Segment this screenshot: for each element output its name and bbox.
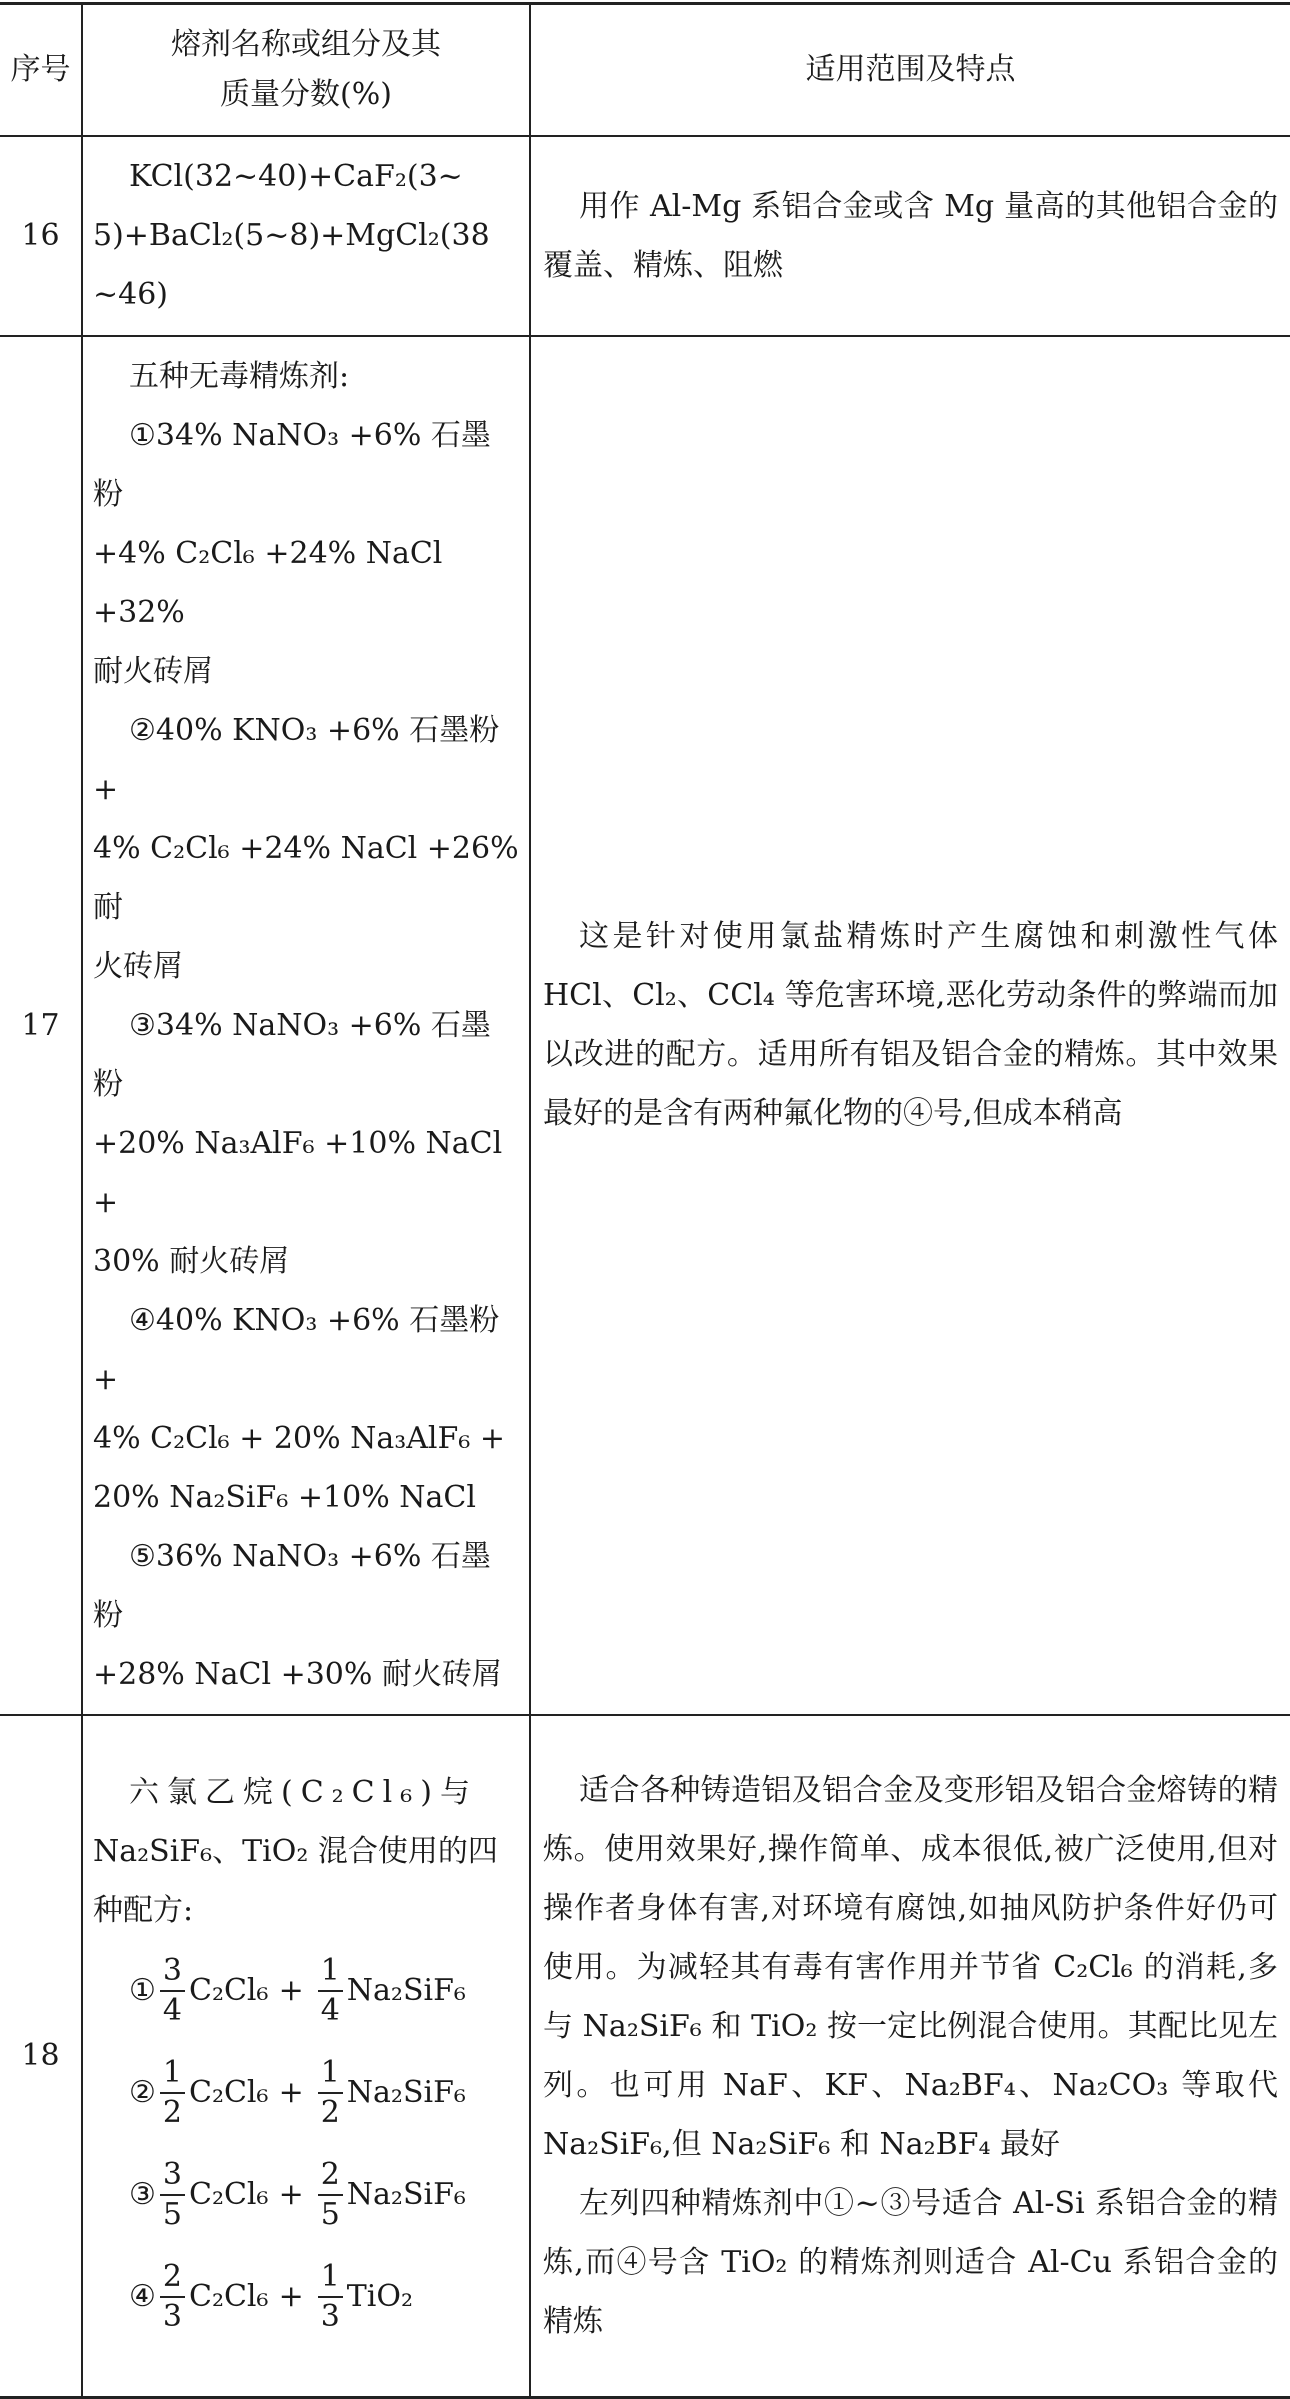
formula-term: C₂Cl₆	[189, 2075, 269, 2111]
fraction-numerator: 3	[160, 2160, 185, 2196]
composition-line: ⑤36% NaNO₃ +6% 石墨粉	[93, 1538, 491, 1633]
header-composition-line1: 熔剂名称或组分及其	[171, 26, 441, 62]
fraction-numerator: 1	[318, 2058, 343, 2094]
fraction-denominator: 2	[320, 2095, 340, 2131]
table-row-17	[0, 336, 1290, 1715]
features-text: 适合各种铸造铝及铝合金及变形铝及铝合金熔铸的精炼。使用效果好,操作简单、成本很低,被广泛使用,但对操作者身体有害,对环境有腐蚀,如抽风防护条件好仍可使用。为减轻其有毒有害作用并节省 C₂Cl₆ 的消耗,多与 Na₂SiF₆ 和 TiO₂ 按一定比例混合使用。其配比见左列。也可用 NaF、KF、Na₂BF₄、Na₂CO₃ 等取代 Na₂SiF₆,但 Na₂SiF₆ 和 Na₂BF₄ 最好	[543, 1772, 1278, 2162]
features-cell	[530, 336, 1290, 1715]
fraction-denominator: 3	[162, 2299, 182, 2335]
composition-cell	[82, 136, 530, 336]
formula-operator: +	[278, 2279, 304, 2315]
fraction	[318, 2157, 343, 2233]
formula-term: TiO₂	[346, 2279, 414, 2315]
fraction	[318, 1953, 343, 2029]
features-cell	[530, 136, 1290, 336]
fraction-numerator: 1	[318, 2262, 343, 2298]
formula-2	[93, 2042, 519, 2144]
fraction-numerator: 2	[160, 2262, 185, 2298]
fraction-denominator: 2	[162, 2095, 182, 2131]
formula-mark: ③	[129, 2177, 156, 2213]
row-number: 18	[0, 1715, 82, 2398]
features-text: 左列四种精炼剂中①~③号适合 Al-Si 系铝合金的精炼,而④号含 TiO₂ 的精炼剂则适合 Al-Cu 系铝合金的精炼	[543, 2185, 1278, 2339]
composition-line: 20% Na₂SiF₆ +10% NaCl	[93, 1479, 476, 1515]
fraction	[160, 1953, 185, 2029]
row-number: 17	[0, 336, 82, 1715]
composition-line: 4% C₂Cl₆ + 20% Na₃AlF₆ +	[93, 1420, 506, 1456]
formula-3	[93, 2144, 519, 2246]
formula-mark: ①	[129, 1973, 156, 2009]
fraction-denominator: 4	[320, 1993, 340, 2029]
composition-line: ~46)	[93, 277, 169, 312]
fraction	[160, 2055, 185, 2131]
composition-line: 30% 耐火砖屑	[93, 1243, 290, 1279]
formula-term: Na₂SiF₆	[346, 2075, 466, 2111]
composition-cell	[82, 1715, 530, 2398]
fraction-numerator: 1	[318, 1956, 343, 1992]
formula-mark: ②	[129, 2075, 156, 2111]
composition-line: 5)+BaCl₂(5~8)+MgCl₂(38	[93, 218, 490, 253]
formula-operator: +	[278, 2177, 304, 2213]
composition-line: +4% C₂Cl₆ +24% NaCl +32%	[93, 535, 443, 630]
composition-line: Na₂SiF₆、TiO₂ 混合使用的四	[93, 1834, 498, 1870]
composition-line: 五种无毒精炼剂:	[129, 358, 350, 394]
fraction-numerator: 1	[160, 2058, 185, 2094]
header-composition	[82, 4, 530, 136]
table-row-18	[0, 1715, 1290, 2398]
fraction-denominator: 5	[320, 2197, 340, 2233]
composition-line: 耐火砖屑	[93, 653, 213, 689]
formula-operator: +	[278, 1973, 304, 2009]
fraction-denominator: 3	[320, 2299, 340, 2335]
composition-line: ④40% KNO₃ +6% 石墨粉 +	[93, 1302, 500, 1397]
formula-4	[93, 2246, 519, 2348]
table-row-16	[0, 136, 1290, 336]
header-row	[0, 4, 1290, 136]
composition-cell	[82, 336, 530, 1715]
composition-line: ②40% KNO₃ +6% 石墨粉 +	[93, 712, 500, 807]
formula-mark: ④	[129, 2279, 156, 2315]
formula-1	[93, 1940, 519, 2042]
features-text: 用作 Al-Mg 系铝合金或含 Mg 量高的其他铝合金的覆盖、精炼、阻燃	[543, 188, 1278, 283]
formula-operator: +	[278, 2075, 304, 2111]
fraction-denominator: 4	[162, 1993, 182, 2029]
flux-table	[0, 2, 1290, 2399]
composition-line: +28% NaCl +30% 耐火砖屑	[93, 1656, 502, 1692]
fraction	[160, 2259, 185, 2335]
composition-line: ①34% NaNO₃ +6% 石墨粉	[93, 417, 491, 512]
composition-line: KCl(32~40)+CaF₂(3~	[129, 159, 463, 194]
features-cell	[530, 1715, 1290, 2398]
fraction-denominator: 5	[162, 2197, 182, 2233]
fraction	[160, 2157, 185, 2233]
header-composition-line2: 质量分数(%)	[220, 76, 392, 112]
header-features: 适用范围及特点	[530, 4, 1290, 136]
header-no: 序号	[0, 4, 82, 136]
composition-line: 4% C₂Cl₆ +24% NaCl +26% 耐	[93, 830, 519, 925]
composition-line: 六氯乙烷(C₂Cl₆)与	[129, 1775, 478, 1811]
fraction-numerator: 3	[160, 1956, 185, 1992]
composition-line: ③34% NaNO₃ +6% 石墨粉	[93, 1007, 491, 1102]
formula-term: Na₂SiF₆	[346, 2177, 466, 2213]
fraction-numerator: 2	[318, 2160, 343, 2196]
fraction	[318, 2259, 343, 2335]
formula-term: Na₂SiF₆	[346, 1973, 466, 2009]
fraction	[318, 2055, 343, 2131]
composition-line: 火砖屑	[93, 948, 183, 984]
row-number: 16	[0, 136, 82, 336]
composition-line: 种配方:	[93, 1893, 194, 1929]
composition-line: +20% Na₃AlF₆ +10% NaCl +	[93, 1125, 503, 1220]
formula-term: C₂Cl₆	[189, 2177, 269, 2213]
formula-term: C₂Cl₆	[189, 2279, 269, 2315]
formula-term: C₂Cl₆	[189, 1973, 269, 2009]
features-text: 这是针对使用氯盐精炼时产生腐蚀和刺激性气体 HCl、Cl₂、CCl₄ 等危害环境,恶化劳动条件的弊端而加以改进的配方。适用所有铝及铝合金的精炼。其中效果最好的是含有两种氟化物的④号,但成本稍高	[543, 919, 1278, 1131]
